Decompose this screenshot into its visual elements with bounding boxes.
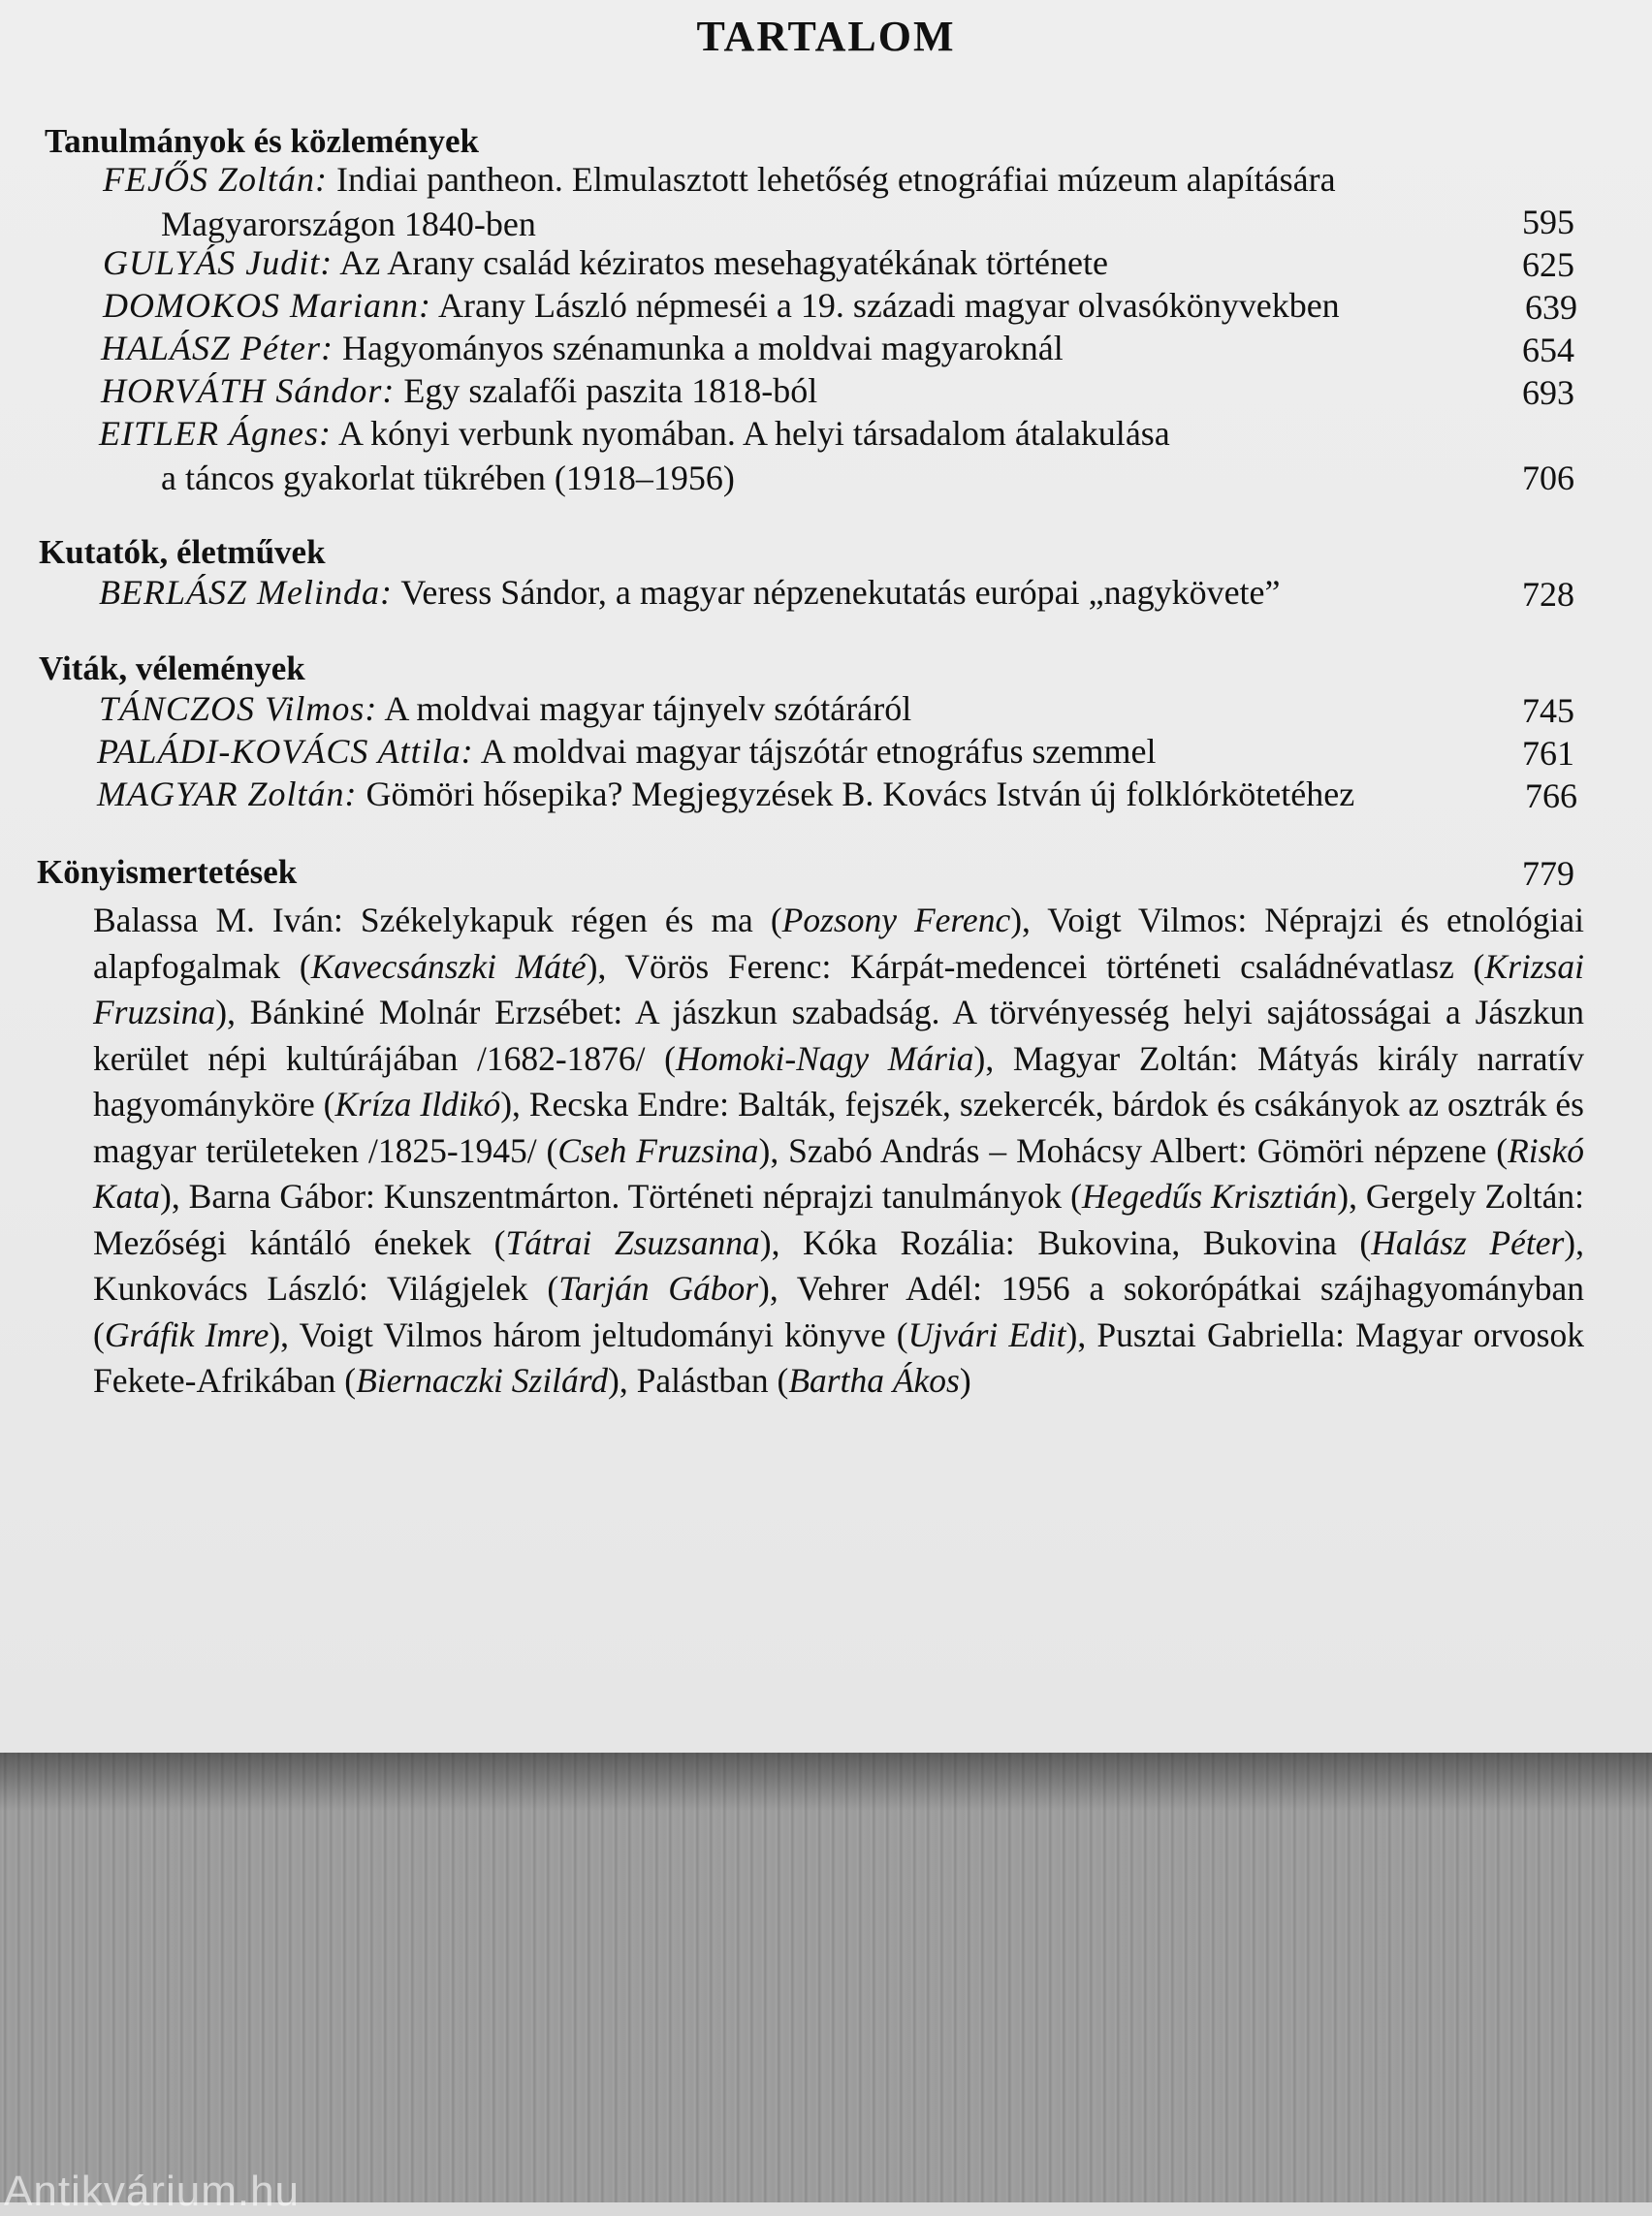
watermark: Antikvárium.hu bbox=[4, 2168, 301, 2215]
reviewer-name: Halász Péter bbox=[1371, 1222, 1565, 1262]
entry-author: HALÁSZ Péter: bbox=[101, 329, 334, 367]
review-text: ), Kóka Rozália: Bukovina, Bukovina ( bbox=[759, 1222, 1372, 1262]
page-title: TARTALOM bbox=[696, 13, 956, 60]
reviewer-name: Hegedűs Krisztián bbox=[1081, 1177, 1338, 1216]
reviewer-name: Biernaczki Szilárd bbox=[356, 1361, 609, 1400]
page-number: 706 bbox=[1522, 459, 1574, 497]
section-title-studies: Tanulmányok és közlemények bbox=[45, 122, 479, 160]
reviewer-name: Gráfik Imre bbox=[104, 1314, 270, 1354]
section-title-researchers: Kutatók, életművek bbox=[39, 533, 326, 571]
page-number: 639 bbox=[1525, 288, 1577, 327]
page-number: 728 bbox=[1522, 575, 1574, 614]
toc-entry-paladi-kovacs[interactable] bbox=[97, 731, 1156, 772]
review-text: ), Recska Endre: Balták, fejszék, szekercék, bárdok és csákányok az osztrák és magyar területeken /1825-1945/ ( bbox=[93, 1085, 1584, 1170]
toc-entry-gulyas[interactable] bbox=[103, 242, 1108, 283]
reviewer-name: Cseh Fruzsina bbox=[557, 1130, 759, 1170]
reviewer-name: Kríza Ildikó bbox=[334, 1085, 501, 1124]
toc-entry-fejos[interactable] bbox=[103, 159, 1336, 200]
review-text: ), Voigt Vilmos: Néprajzi és etnológiai alapfogalmak ( bbox=[93, 901, 1584, 986]
page-number: 779 bbox=[1522, 854, 1574, 893]
section-title-book-reviews: Könyismertetések bbox=[37, 853, 298, 891]
entry-author: MAGYAR Zoltán: bbox=[97, 775, 358, 813]
toc-entry-berlasz[interactable] bbox=[99, 572, 1281, 613]
entry-author: FEJŐS Zoltán: bbox=[103, 160, 328, 199]
entry-author: TÁNCZOS Vilmos: bbox=[99, 689, 378, 728]
entry-title: Gömöri hősepika? Megjegyzések B. Kovács István új folklórkötetéhez bbox=[365, 775, 1355, 813]
reviewer-name: Bartha Ákos bbox=[788, 1361, 960, 1400]
review-text: ) bbox=[959, 1361, 971, 1400]
toc-entry-eitler[interactable] bbox=[99, 413, 1170, 454]
entry-author: EITLER Ágnes: bbox=[99, 414, 332, 453]
page-shadow bbox=[0, 1753, 1652, 1811]
review-text: ), Gergely Zoltán: Mezőségi kántáló énekek ( bbox=[93, 1177, 1585, 1262]
review-text: ), Voigt Vilmos három jeltudományi könyve ( bbox=[269, 1314, 908, 1354]
page-number: 761 bbox=[1522, 734, 1574, 773]
toc-entry-horvath[interactable] bbox=[101, 370, 817, 411]
toc-entry-tanczos[interactable] bbox=[99, 688, 911, 729]
review-text: ), Barna Gábor: Kunszentmárton. Történeti néprajzi tanulmányok ( bbox=[160, 1177, 1082, 1216]
entry-title: A moldvai magyar tájszótár etnográfus szemmel bbox=[480, 732, 1157, 771]
entry-title-continued: Magyarországon 1840-ben bbox=[161, 205, 536, 243]
entry-author: DOMOKOS Mariann: bbox=[103, 286, 431, 325]
reviewer-name: Homoki-Nagy Mária bbox=[676, 1038, 974, 1078]
review-text: ), Vörös Ferenc: Kárpát-medencei történeti családnévatlasz ( bbox=[586, 946, 1485, 986]
entry-title: Hagyományos szénamunka a moldvai magyaroknál bbox=[341, 329, 1064, 367]
entry-title: A moldvai magyar tájnyelv szótáráról bbox=[384, 689, 912, 728]
reviewer-name: Pozsony Ferenc bbox=[781, 901, 1011, 939]
reviewer-name: Ujvári Edit bbox=[907, 1314, 1066, 1354]
entry-title: Egy szalafői paszita 1818-ból bbox=[403, 371, 818, 410]
review-text: Balassa M. Iván: Székelykapuk régen és ma ( bbox=[93, 901, 782, 939]
reviewer-name: Tarján Gábor bbox=[558, 1269, 759, 1308]
entry-title-continued: a táncos gyakorlat tükrében (1918–1956) bbox=[161, 459, 735, 497]
page-number: 654 bbox=[1522, 331, 1574, 369]
review-text: ), Magyar Zoltán: Mátyás király narratív hagyományköre ( bbox=[93, 1038, 1584, 1124]
review-text: ), Palástban ( bbox=[608, 1361, 789, 1400]
review-text: ), Kunkovács László: Világjelek ( bbox=[93, 1222, 1584, 1308]
entry-title: A kónyi verbunk nyomában. A helyi társadalom átalakulása bbox=[337, 414, 1170, 453]
entry-title: Veress Sándor, a magyar népzenekutatás európai „nagykövete” bbox=[400, 573, 1281, 612]
reviewer-name: Kavecsánszki Máté bbox=[310, 946, 587, 986]
book-reviews-paragraph bbox=[93, 898, 1584, 1405]
entry-author: PALÁDI-KOVÁCS Attila: bbox=[97, 732, 474, 771]
entry-author: GULYÁS Judit: bbox=[103, 243, 334, 282]
entry-title: Az Arany család kéziratos mesehagyatékának története bbox=[339, 243, 1108, 282]
background-floor bbox=[0, 1753, 1652, 2215]
review-text: ), Vehrer Adél: 1956 a sokorópátkai szájhagyományban ( bbox=[93, 1269, 1584, 1354]
review-text: ), Bánkiné Molnár Erzsébet: A jászkun szabadság. A törvényesség helyi sajátosságai a Jászkun kerület népi kultúrájában /1682-1876/ ( bbox=[93, 993, 1584, 1078]
page-number: 745 bbox=[1522, 691, 1574, 730]
page-number: 693 bbox=[1522, 373, 1574, 412]
toc-entry-domokos[interactable] bbox=[103, 285, 1340, 326]
reviewer-name: Riskó Kata bbox=[93, 1130, 1584, 1216]
review-text: ), Szabó András – Mohácsy Albert: Gömöri népzene ( bbox=[758, 1130, 1509, 1170]
page-number: 625 bbox=[1522, 245, 1574, 284]
entry-title: Arany László népmeséi a 19. századi magyar olvasókönyvekben bbox=[438, 286, 1340, 325]
section-title-debates: Viták, vélemények bbox=[39, 649, 305, 687]
toc-entry-halasz[interactable] bbox=[101, 328, 1064, 368]
review-text: ), Pusztai Gabriella: Magyar orvosok Fekete-Afrikában ( bbox=[93, 1314, 1584, 1400]
reviewer-name: Krizsai Fruzsina bbox=[93, 946, 1584, 1031]
entry-author: BERLÁSZ Melinda: bbox=[99, 573, 393, 612]
entry-author: HORVÁTH Sándor: bbox=[101, 371, 396, 410]
toc-entry-magyar[interactable] bbox=[97, 774, 1354, 814]
entry-title: Indiai pantheon. Elmulasztott lehetőség etnográfiai múzeum alapítására bbox=[335, 160, 1336, 199]
reviewer-name: Tátrai Zsuzsanna bbox=[505, 1222, 760, 1262]
page-number: 766 bbox=[1525, 776, 1577, 815]
page-number: 595 bbox=[1522, 203, 1574, 241]
